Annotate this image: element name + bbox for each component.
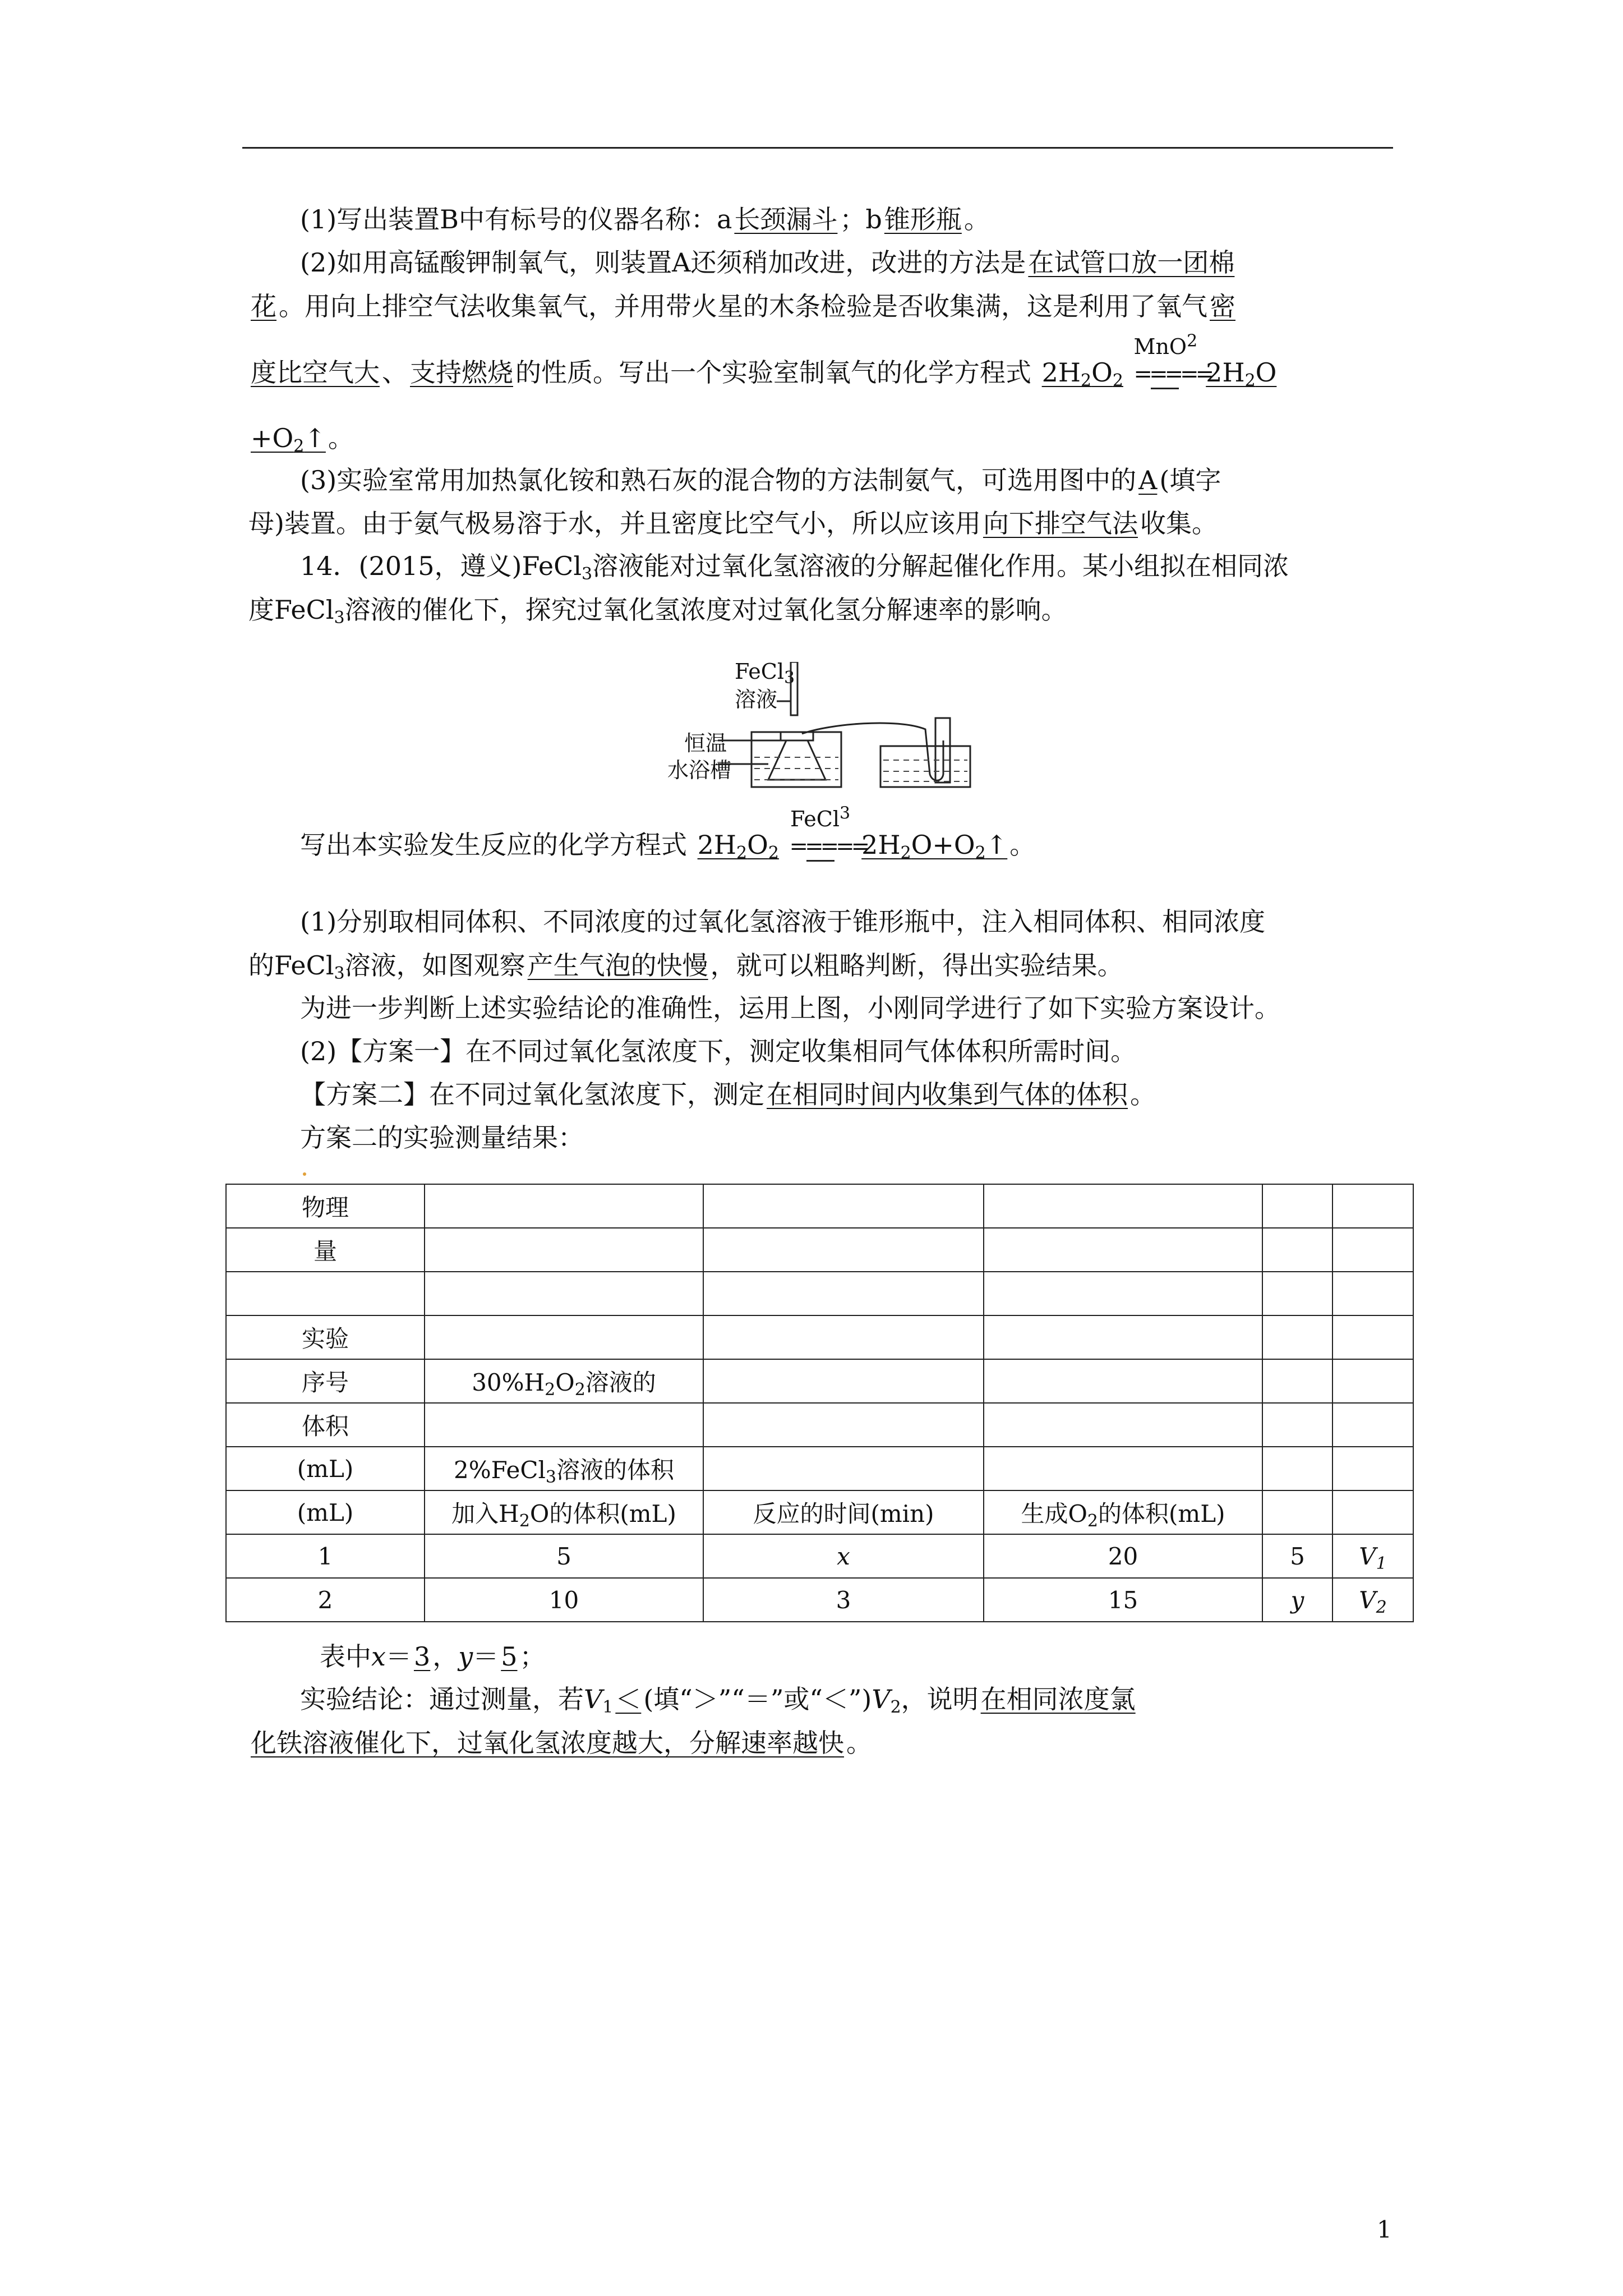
- table-row: (mL) 加入$H_2O$的体积(mL) 反应的时间(min) 生成$O_2$的体积(mL): [226, 1490, 1413, 1534]
- q14-part2-line2: 【方案二】在不同过氧化氢浓度下，测定在相同时间内收集到气体的体积。: [300, 1079, 1156, 1110]
- figure-label-solution: 溶液: [735, 687, 778, 712]
- q13-part2-line2: 花。用向上排空气法收集氧气，并用带火星的木条检验是否收集满，这是利用了氧气密: [251, 291, 1235, 321]
- table-row: 体积: [226, 1403, 1413, 1447]
- q13-part2-line1: (2)如用高锰酸钾制氧气，则装置A还须稍加改进，改进的方法是在试管口放一团棉: [300, 247, 1235, 278]
- table-row: 物理: [226, 1184, 1413, 1228]
- table-row: 量: [226, 1228, 1413, 1272]
- conclusion-line1: 实验结论：通过测量，若$V_1<$(填“＞”“＝”或“$<”)V_2$，说明在相同浓度氯: [300, 1684, 1136, 1717]
- q13-part3-line1: (3)实验室常用加热氯化铵和熟石灰的混合物的方法制氨气，可选用图中的A(填字: [300, 465, 1221, 495]
- q14-part2-line3: 方案二的实验测量结果：: [300, 1122, 584, 1153]
- header-h2o2: $30\%H_2O_2$溶液的: [425, 1359, 703, 1403]
- q13-part1: (1)写出装置B中有标号的仪器名称：a长颈漏斗；b锥形瓶。: [300, 204, 990, 234]
- q14-equation-line: 写出本实验发生反应的化学方程式 $2H_2O_2$ FeCl$^3$ ===== $2H_2O+O_2↑$。: [300, 803, 1036, 863]
- q14-intro-line2: 度FeCl$_3$溶液的催化下，探究过氧化氢浓度对过氧化氢分解速率的影响。: [248, 595, 1067, 628]
- q14-part1-line2: 的FeCl$_3$溶液，如图观察产生气泡的快慢，就可以粗略判断，得出实验结果。: [248, 950, 1123, 983]
- table-row: [226, 1272, 1413, 1315]
- figure-label-water-bath: 水浴槽: [667, 758, 732, 783]
- catalyst-fecl3: FeCl$^3$ =====: [790, 827, 851, 864]
- apparatus-drawing: [662, 662, 1043, 791]
- answer-b: 锥形瓶: [884, 204, 962, 234]
- page-number: 1: [1377, 2216, 1392, 2243]
- table-row: (mL) 2%FeCl$_3$溶液的体积: [226, 1447, 1413, 1490]
- equation-1-right: $2H_2O$: [1206, 357, 1277, 390]
- header-rule: [242, 147, 1393, 149]
- q14-intro-line1: 14．(2015，遵义)FeCl$_3$溶液能对过氧化氢溶液的分解起催化作用。某小组拟在相同浓: [300, 551, 1289, 584]
- header-water: 加入$H_2O$的体积(mL): [425, 1490, 703, 1534]
- results-table: [225, 1184, 1414, 1622]
- answer-a: 长颈漏斗: [734, 204, 838, 234]
- conclusion-line2: 化铁溶液催化下，过氧化氢浓度越大，分解速率越快。: [251, 1728, 872, 1758]
- q13-part3-line2: 母)装置。由于氨气极易溶于水，并且密度比空气小，所以应该用向下排空气法收集。: [248, 508, 1218, 539]
- header-fecl3: 2%FeCl$_3$溶液的体积: [425, 1447, 703, 1490]
- figure-label-fecl3: FeCl$_3$: [735, 659, 795, 688]
- apparatus-figure: [662, 659, 1043, 791]
- table-row: 实验: [226, 1315, 1413, 1359]
- figure-label-constant-temp: 恒温: [684, 731, 727, 756]
- catalyst-mno2: MnO$^2$ =====: [1134, 355, 1196, 392]
- q14-part1-line1: (1)分别取相同体积、不同浓度的过氧化氢溶液于锥形瓶中，注入相同体积、相同浓度: [300, 907, 1266, 937]
- q14-part2-line1: (2)【方案一】在不同过氧化氢浓度下，测定收集相同气体体积所需时间。: [300, 1036, 1137, 1066]
- xy-answers: 表中x＝3，y＝5；: [320, 1641, 546, 1672]
- q13-part2-line3: 度比空气大、支持燃烧的性质。写出一个实验室制氧气的化学方程式 $2H_2O_2$ MnO$^2$ ===== $2H_2O$: [248, 355, 1393, 392]
- equation-1-left: $2H_2O_2$: [1041, 357, 1123, 390]
- table-row: 1 5 x 20 5 $V_1$: [226, 1534, 1413, 1578]
- table-row: 2 10 3 15 y $V_2$: [226, 1578, 1413, 1622]
- q14-part1-line3: 为进一步判断上述实验结论的准确性，运用上图，小刚同学进行了如下实验方案设计。: [300, 993, 1280, 1023]
- header-o2: 生成$O_2$的体积(mL): [984, 1490, 1262, 1534]
- table-row: 序号 $30\%H_2O_2$溶液的: [226, 1359, 1413, 1403]
- header-time: 反应的时间(min): [703, 1490, 984, 1534]
- stray-mark: [303, 1172, 306, 1176]
- q13-part2-line4: $+O_2↑$。: [251, 423, 354, 456]
